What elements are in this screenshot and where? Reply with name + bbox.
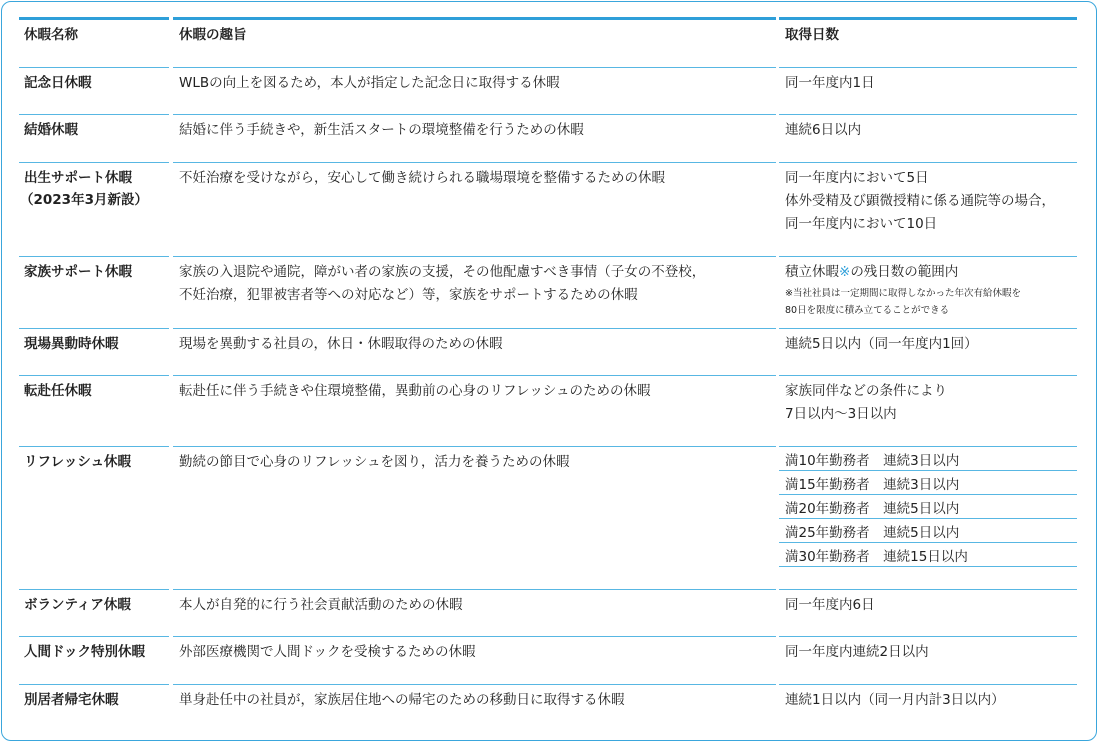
leave-name: ボランティア休暇 (24, 597, 131, 613)
leave-name: 現場異動時休暇 (24, 336, 119, 352)
leave-purpose: WLBの向上を図るため，本人が指定した記念日に取得する休暇 (179, 75, 560, 91)
leave-purpose: 外部医療機関で人間ドックを受検するための休暇 (179, 644, 476, 660)
header-rule (173, 17, 776, 20)
leave-name: リフレッシュ休暇 (24, 454, 132, 470)
table-frame (1, 1, 1097, 741)
leave-name: 人間ドック特別休暇 (24, 644, 145, 660)
leave-name: 結婚休暇 (24, 122, 78, 138)
leave-days: 体外受精及び顕微授精に係る通院等の場合， (785, 193, 1055, 209)
leave-purpose: 不妊治療を受けながら，安心して働き続けられる職場環境を整備するための休暇 (179, 170, 665, 186)
header-rule (19, 17, 169, 20)
refresh-tier: 満15年勤務者 連続3日以内 (785, 477, 960, 493)
leave-name: 記念日休暇 (24, 75, 92, 91)
asterisk-mark: ※ (839, 264, 851, 280)
leave-name: 転赴任休暇 (24, 383, 92, 399)
leave-days: 連続5日以内（同一年度内1回） (785, 336, 978, 352)
leave-purpose: 結婚に伴う手続きや，新生活スタートの環境整備を行うための休暇 (179, 122, 584, 138)
leave-purpose: 不妊治療，犯罪被害者等への対応など）等，家族をサポートするための休暇 (179, 287, 638, 303)
column-header-purpose: 休暇の趣旨 (179, 27, 247, 43)
leave-days: 同一年度内1日 (785, 75, 875, 91)
leave-name-note: （2023年3月新設） (20, 192, 148, 208)
leave-purpose: 単身赴任中の社員が，家族居住地への帰宅のための移動日に取得する休暇 (179, 692, 625, 708)
footnote: ※当社社員は一定期間に取得しなかった年次有給休暇を (785, 288, 1021, 299)
leave-purpose: 本人が自発的に行う社会貢献活動のための休暇 (179, 597, 463, 613)
column-header-days: 取得日数 (785, 27, 839, 43)
refresh-tier: 満20年勤務者 連続5日以内 (785, 501, 960, 517)
leave-name: 出生サポート休暇 (24, 170, 132, 186)
leave-days: 7日以内〜3日以内 (785, 406, 897, 422)
leave-name: 家族サポート休暇 (24, 264, 132, 280)
leave-days: 積立休暇※の残日数の範囲内 (785, 264, 959, 280)
footnote: 80日を限度に積み立てることができる (785, 305, 950, 316)
header-rule (779, 17, 1077, 20)
refresh-tier: 満30年勤務者 連続15日以内 (785, 549, 968, 565)
leave-days: 同一年度内において10日 (785, 216, 938, 232)
leave-days: 同一年度内において5日 (785, 170, 929, 186)
column-header-name: 休暇名称 (24, 27, 78, 43)
leave-purpose: 家族の入退院や通院，障がい者の家族の支援，その他配慮すべき事情（子女の不登校， (179, 264, 706, 280)
leave-days: 家族同伴などの条件により (785, 383, 947, 399)
refresh-tier: 満10年勤務者 連続3日以内 (785, 453, 960, 469)
leave-days: 連続6日以内 (785, 122, 862, 138)
refresh-tier: 満25年勤務者 連続5日以内 (785, 525, 960, 541)
leave-name: 別居者帰宅休暇 (24, 692, 119, 708)
leave-purpose: 現場を異動する社員の，休日・休暇取得のための休暇 (179, 336, 503, 352)
leave-purpose: 転赴任に伴う手続きや住環境整備，異動前の心身のリフレッシュのための休暇 (179, 383, 651, 399)
leave-days: 連続1日以内（同一月内計3日以内） (785, 692, 1005, 708)
leave-days: 同一年度内連続2日以内 (785, 644, 929, 660)
leave-purpose: 勤続の節目で心身のリフレッシュを図り，活力を養うための休暇 (179, 454, 570, 470)
leave-days: 同一年度内6日 (785, 597, 875, 613)
